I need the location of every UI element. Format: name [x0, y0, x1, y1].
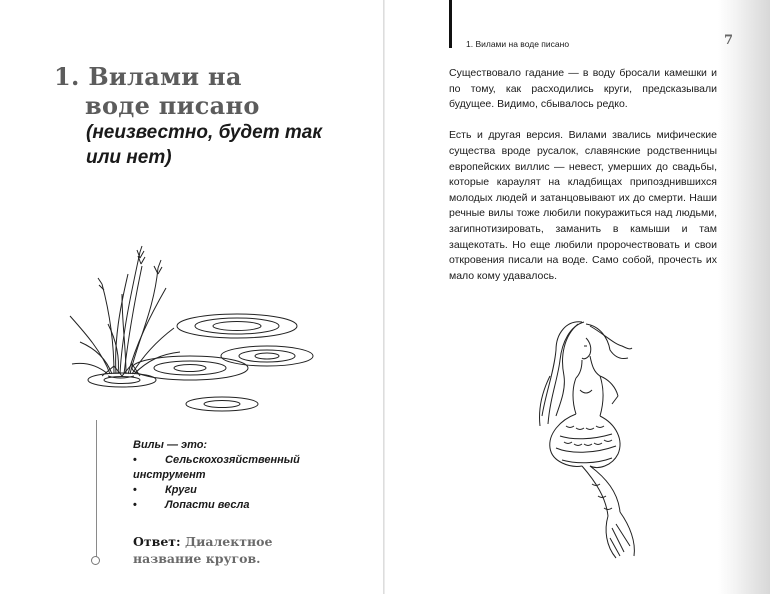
body-text — [449, 66, 717, 284]
mermaid-illustration — [520, 316, 640, 562]
option-text: Лопасти весла — [165, 499, 250, 511]
chapter-subtitle: (неизвестно, будет так или нет) — [86, 122, 323, 168]
reeds-and-ripples-illustration — [62, 244, 320, 420]
option-item — [133, 498, 333, 513]
title-line-1: Вилами на — [88, 62, 242, 91]
option-text: Сельскохозяйственный — [165, 454, 300, 466]
timeline-line — [96, 420, 97, 558]
paragraph: Есть и другая версия. Вилами звались мифические существа вроде русалок, славянские родственницы европейских виллис — невест, умерших до свадьбы, которые караулят на кладбищах припозднившихся молодых людей и затанцовывают их до смерти. Наши речные вилы тоже любили покуражиться над людьми, загипнотизировать, заманить в камыши и там защекотать. Но еще любили пророчествовать и свои откровения писали на воде. Само собой, прочесть их мало кому удавалось. — [449, 129, 717, 282]
option-item-continuation — [133, 468, 333, 483]
left-page — [0, 0, 384, 594]
page-edge-shadow — [718, 0, 770, 594]
option-bullet: • — [133, 454, 137, 466]
chapter-title — [54, 62, 260, 120]
running-head: 1. Вилами на воде писано — [466, 39, 570, 49]
paragraph: Существовало гадание — в воду бросали камешки и по тому, как расходились круги, предсказывали будущее. Видимо, сбывалось редко. — [449, 67, 717, 111]
answer-label: Ответ: — [133, 534, 181, 549]
option-bullet: • — [133, 499, 137, 511]
title-line-2: воде писано — [85, 91, 260, 120]
answer-text: Диалектное название кругов. — [133, 534, 273, 566]
option-item — [133, 453, 333, 468]
options-block — [133, 438, 333, 513]
option-bullet: • — [133, 484, 137, 496]
timeline-end-circle — [91, 556, 100, 565]
running-head-bar — [449, 0, 452, 48]
option-item — [133, 483, 333, 498]
answer-block — [133, 533, 333, 567]
chapter-number: 1. — [54, 62, 80, 91]
page-number: 7 — [724, 33, 734, 48]
option-text: инструмент — [133, 469, 206, 481]
option-text: Круги — [165, 484, 197, 496]
options-header: Вилы — это: — [133, 439, 208, 451]
